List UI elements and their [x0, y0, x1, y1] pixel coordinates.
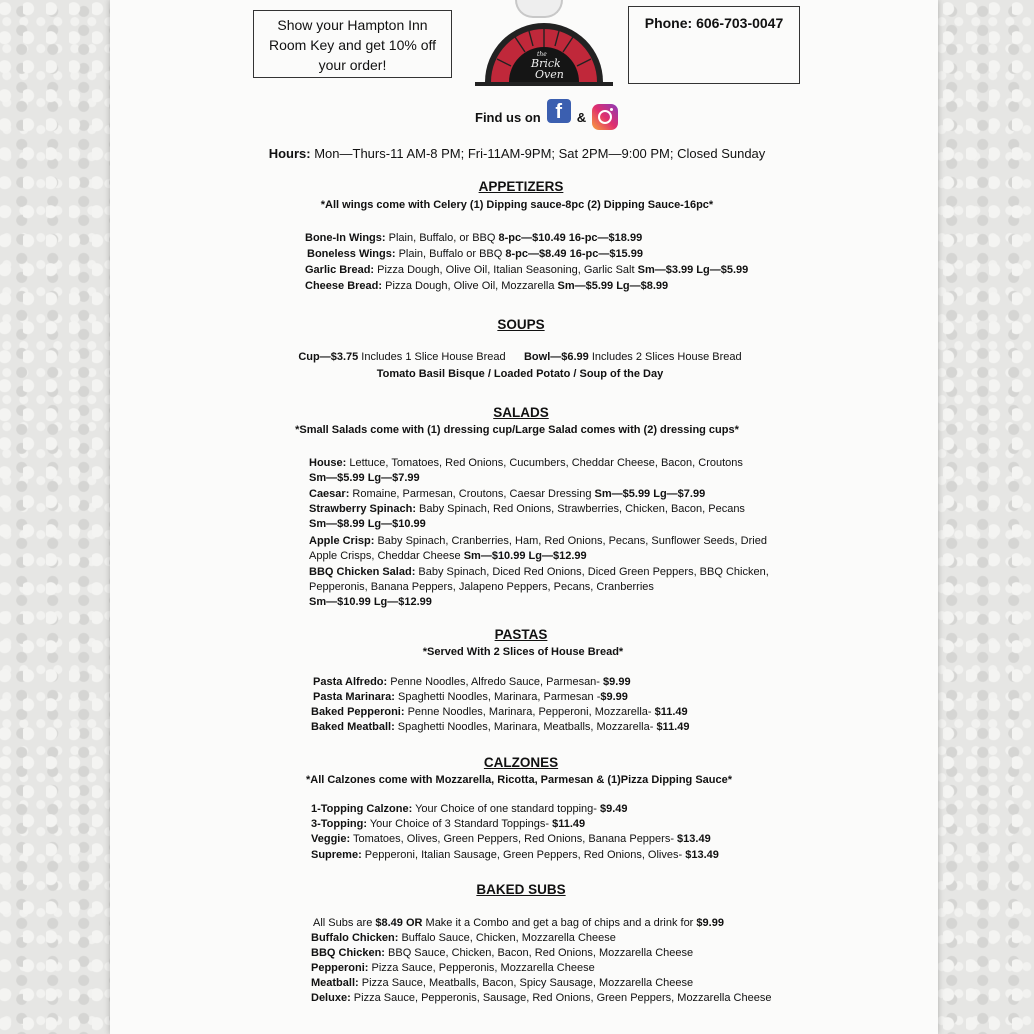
salads-heading: SALADS	[493, 405, 549, 420]
pastas-heading: PASTAS	[494, 627, 548, 642]
soup-varieties: Tomato Basil Bisque / Loaded Potato / Soup of the Day	[376, 368, 664, 380]
promo-line: Show your Hampton Inn	[277, 17, 428, 33]
hours-text: Mon—Thurs-11 AM-8 PM; Fri-11AM-9PM; Sat 2PM—9:00 PM; Closed Sunday	[310, 146, 766, 161]
logo-text: the	[537, 51, 547, 58]
find-us-label: Find us on	[475, 109, 541, 125]
menu-item: Caesar: Romaine, Parmesan, Croutons, Caesar Dressing Sm—$5.99 Lg—$7.99	[309, 488, 706, 500]
pastas-note: *Served With 2 Slices of House Bread*	[422, 646, 624, 658]
menu-item: Apple Crisp: Baby Spinach, Cranberries, Ham, Red Onions, Pecans, Sunflower Seeds, Dried	[309, 535, 767, 547]
menu-item: Pasta Marinara: Spaghetti Noodles, Marinara, Parmesan -$9.99	[313, 691, 628, 703]
ampersand: &	[576, 109, 587, 125]
brick-oven-logo	[475, 14, 613, 86]
menu-price: Sm—$8.99 Lg—$10.99	[309, 518, 426, 530]
menu-item: Garlic Bread: Pizza Dough, Olive Oil, Italian Seasoning, Garlic Salt Sm—$3.99 Lg—$5.99	[305, 264, 749, 276]
appetizers-heading: APPETIZERS	[478, 179, 564, 194]
soup-sizes: Cup—$3.75 Includes 1 Slice House Bread Bowl—$6.99 Includes 2 Slices House Bread	[298, 351, 742, 363]
promo-line: Room Key and get 10% off	[268, 37, 437, 53]
hours-label: Hours:	[268, 146, 311, 161]
menu-item: Veggie: Tomatoes, Olives, Green Peppers, Red Onions, Banana Peppers- $13.49	[311, 833, 711, 845]
menu-item: 1-Topping Calzone: Your Choice of one standard topping- $9.49	[311, 803, 628, 815]
promo-box	[253, 10, 452, 78]
menu-item: Buffalo Chicken: Buffalo Sauce, Chicken, Mozzarella Cheese	[311, 932, 616, 944]
menu-item: Apple Crisps, Cheddar Cheese Sm—$10.99 Lg—$12.99	[309, 550, 587, 562]
phone-number: Phone: 606-703-0047	[644, 15, 784, 31]
soups-heading: SOUPS	[497, 317, 545, 332]
appetizers-note: *All wings come with Celery (1) Dipping sauce-8pc (2) Dipping Sauce-16pc*	[320, 199, 714, 211]
menu-item: BBQ Chicken Salad: Baby Spinach, Diced Red Onions, Diced Green Peppers, BBQ Chicken,	[309, 566, 769, 578]
menu-item: Pasta Alfredo: Penne Noodles, Alfredo Sauce, Parmesan- $9.99	[313, 676, 631, 688]
menu-item: Cheese Bread: Pizza Dough, Olive Oil, Mozzarella Sm—$5.99 Lg—$8.99	[305, 280, 669, 292]
logo-text: Oven	[535, 68, 564, 81]
menu-item: Bone-In Wings: Plain, Buffalo, or BBQ 8-pc—$10.49 16-pc—$18.99	[305, 232, 643, 244]
menu-item: BBQ Chicken: BBQ Sauce, Chicken, Bacon, Red Onions, Mozzarella Cheese	[311, 947, 694, 959]
menu-item: Strawberry Spinach: Baby Spinach, Red Onions, Strawberries, Chicken, Bacon, Pecans	[309, 503, 745, 515]
social-row	[475, 101, 618, 130]
menu-item: Boneless Wings: Plain, Buffalo or BBQ 8-pc—$8.49 16-pc—$15.99	[307, 248, 643, 260]
menu-item: Pepperoni: Pizza Sauce, Pepperonis, Mozzarella Cheese	[311, 962, 595, 974]
menu-item: Baked Pepperoni: Penne Noodles, Marinara, Pepperoni, Mozzarella- $11.49	[311, 706, 688, 718]
menu-item: Deluxe: Pizza Sauce, Pepperonis, Sausage, Red Onions, Green Peppers, Mozzarella Cheese	[311, 992, 772, 1004]
subs-intro: All Subs are $8.49 OR Make it a Combo and get a bag of chips and a drink for $9.99	[313, 917, 724, 929]
phone-box	[628, 6, 800, 84]
menu-item: Meatball: Pizza Sauce, Meatballs, Bacon, Spicy Sausage, Mozzarella Cheese	[311, 977, 694, 989]
menu-item: House: Lettuce, Tomatoes, Red Onions, Cucumbers, Cheddar Cheese, Bacon, Croutons	[309, 457, 743, 469]
calzones-note: *All Calzones come with Mozzarella, Ricotta, Parmesan & (1)Pizza Dipping Sauce*	[305, 774, 733, 786]
menu-item: Baked Meatball: Spaghetti Noodles, Marinara, Meatballs, Mozzarella- $11.49	[311, 721, 690, 733]
calzones-heading: CALZONES	[483, 755, 559, 770]
menu-price: Sm—$5.99 Lg—$7.99	[309, 472, 420, 484]
promo-line: your order!	[318, 57, 387, 73]
menu-item: Pepperonis, Banana Peppers, Jalapeno Peppers, Pecans, Cranberries	[309, 581, 654, 593]
menu-item: 3-Topping: Your Choice of 3 Standard Toppings- $11.49	[311, 818, 586, 830]
menu-item: Supreme: Pepperoni, Italian Sausage, Green Peppers, Red Onions, Olives- $13.49	[311, 849, 719, 861]
instagram-icon[interactable]	[592, 104, 618, 130]
salads-note: *Small Salads come with (1) dressing cup/Large Salad comes with (2) dressing cups*	[295, 424, 739, 436]
menu-price: Sm—$10.99 Lg—$12.99	[309, 596, 432, 608]
facebook-icon[interactable]: f	[547, 99, 571, 123]
hours-line	[0, 146, 1034, 161]
logo-text: Brick	[531, 57, 561, 70]
subs-heading: BAKED SUBS	[476, 882, 566, 897]
